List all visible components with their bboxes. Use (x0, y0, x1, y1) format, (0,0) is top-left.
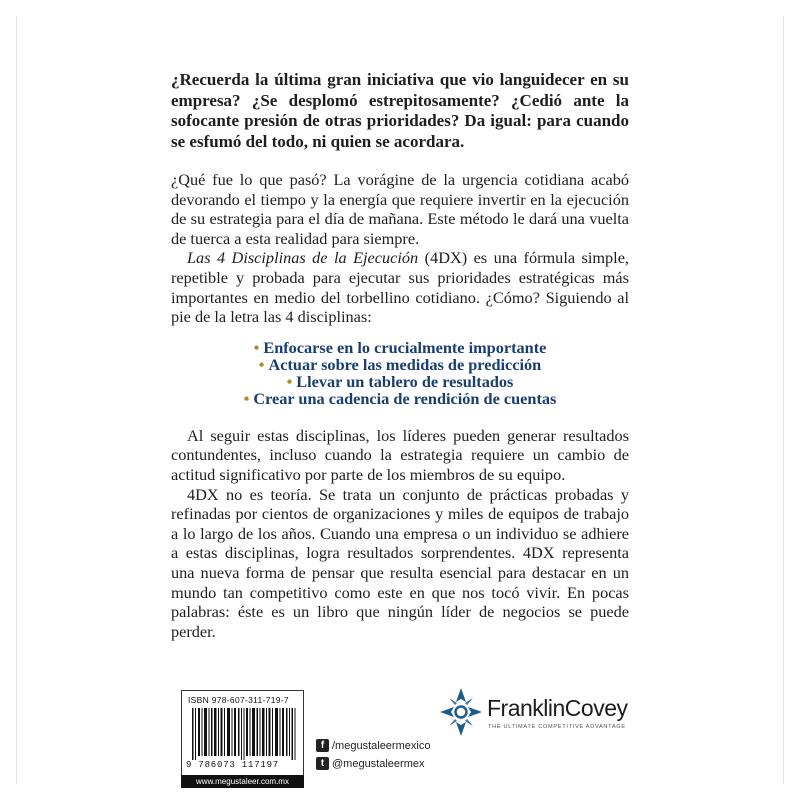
facebook-handle[interactable] (316, 739, 430, 752)
discipline-label: Enfocarse en lo crucialmente importante (263, 337, 547, 357)
discipline-label: Crear una cadencia de rendición de cuentas (253, 388, 557, 408)
compass-icon (440, 688, 482, 736)
discipline-item (171, 373, 629, 390)
twitter-handle[interactable] (316, 757, 424, 770)
facebook-icon: f (316, 739, 329, 752)
discipline-item (171, 390, 629, 407)
facebook-handle-label: /megustaleermexico (332, 739, 431, 752)
isbn-label: ISBN 978-607-311-719-7 (188, 695, 289, 705)
back-cover-text (171, 70, 629, 641)
discipline-label: Actuar sobre las medidas de predicción (268, 354, 542, 374)
twitter-icon: t (316, 757, 329, 770)
discipline-item (171, 356, 629, 373)
barcode-digits: 9 786073 117197 (186, 760, 280, 770)
discipline-label: Llevar un tablero de resultados (296, 371, 514, 391)
paragraph-2-rest: (4DX) es una fórmula simple, repetible y probada para ejecutar sus prioridades estratégicas más importantes en medio del torbellino cotidiano. ¿Cómo? Siguiendo al pie de la letra las 4 disciplinas: (171, 248, 629, 327)
disciplines-list (171, 339, 629, 407)
bullet-icon: • (258, 354, 265, 374)
barcode-icon (192, 708, 296, 760)
paragraph-4: 4DX no es teoría. Se trata un conjunto de prácticas probadas y refinadas por cientos de organizaciones y miles de equipos de trabajo a lo largo de los años. Cuando una empresa o un individuo se adhiere a estas disciplinas, logra resultados sorprendentes. 4DX representa una nueva forma de pensar que resulta esencial para destacar en un mundo tan competitivo como este en que nos tocó vivir. En pocas palabras: éste es un libro que ningún líder de negocios se puede perder. (171, 484, 629, 641)
paragraph-3: Al seguir estas disciplinas, los líderes pueden generar resultados contundentes, incluso cuando la estrategia requiere un cambio de actitud significativo por parte de los miembros de su equipo. (171, 425, 629, 484)
book-title-italic: Las 4 Disciplinas de la Ejecución (187, 248, 419, 268)
barcode-block (181, 690, 304, 776)
logo-name: FranklinCovey (487, 695, 628, 721)
franklincovey-logo (440, 688, 628, 738)
twitter-handle-label: @megustaleermex (332, 757, 425, 770)
paragraph-1: ¿Qué fue lo que pasó? La vorágine de la urgencia cotidiana acabó devorando el tiempo y la energía que requiere invertir en la ejecución de su estrategia para el día de mañana. Este método le dará una vuelta de tuerca a esta realidad para siempre. (171, 170, 629, 248)
bullet-icon: • (286, 371, 293, 391)
discipline-item (171, 339, 629, 356)
paragraph-2 (171, 248, 629, 326)
bullet-icon: • (243, 388, 250, 408)
bullet-icon: • (253, 337, 260, 357)
website-link[interactable]: www.megustaleer.com.mx (181, 775, 304, 788)
logo-tagline: THE ULTIMATE COMPETITIVE ADVANTAGE (488, 724, 626, 730)
intro-paragraph: ¿Recuerda la última gran iniciativa que vio languidecer en su empresa? ¿Se desplomó estrepitosamente? ¿Cedió ante la sofocante presión de otras prioridades? Da igual: para cuando se esfumó del todo, ni quien se acordara. (171, 70, 629, 151)
